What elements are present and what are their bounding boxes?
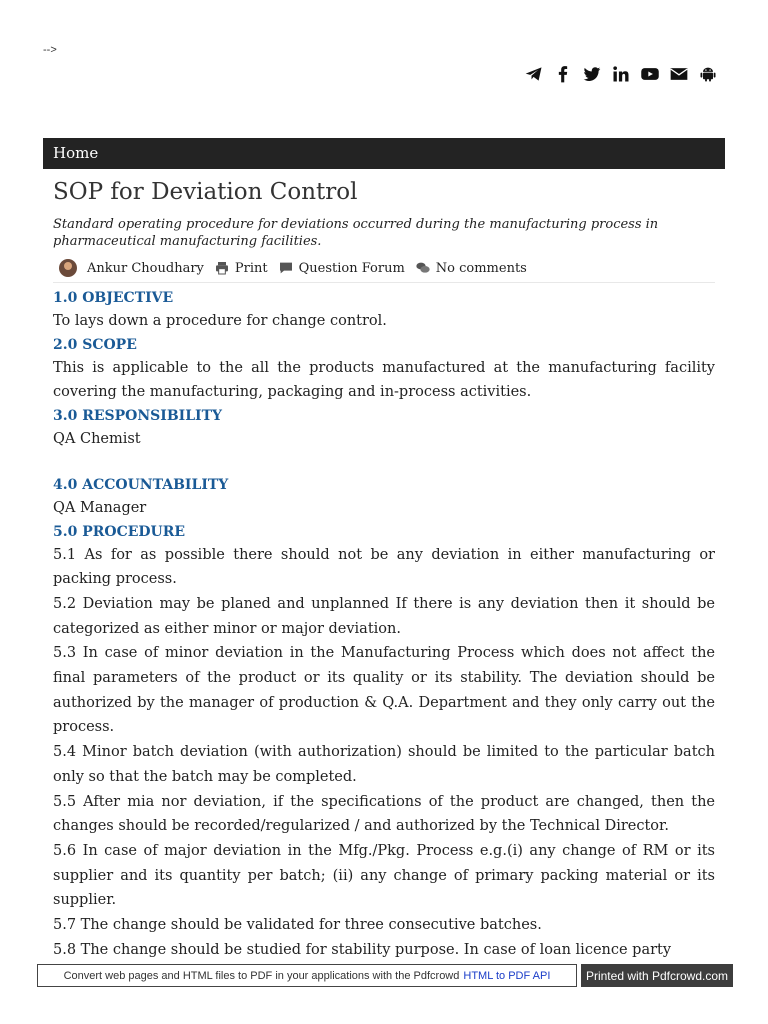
footer-promo-text: Convert web pages and HTML files to PDF in your applications with the Pdfcrowd: [63, 969, 460, 982]
facebook-icon[interactable]: [553, 64, 573, 84]
section-text-responsibility: QA Chemist: [53, 431, 141, 448]
author-name: Ankur Choudhary: [87, 260, 204, 276]
question-forum-link[interactable]: [278, 260, 405, 276]
youtube-icon[interactable]: [640, 64, 660, 84]
twitter-icon[interactable]: [582, 64, 602, 84]
procedure-step-5-7: 5.7 The change should be validated for three consecutive batches.: [53, 917, 542, 934]
section-heading-objective: 1.0 OBJECTIVE: [53, 290, 174, 306]
comment-icon: [278, 260, 294, 276]
footer-api-link[interactable]: HTML to PDF API: [463, 969, 551, 982]
printer-icon: [214, 260, 230, 276]
print-label: Print: [234, 260, 268, 276]
section-text-accountability: QA Manager: [53, 499, 147, 516]
procedure-step-5-2: 5.2 Deviation may be planed and unplanned If there is any deviation then it should be categorized as either minor or major deviation.: [53, 595, 715, 637]
article: [53, 176, 715, 962]
footer-printed-with[interactable]: Printed with Pdfcrowd.com: [581, 964, 733, 987]
page-title: SOP for Deviation Control: [53, 179, 358, 205]
comments-link[interactable]: [415, 260, 527, 276]
comments-icon: [415, 260, 431, 276]
section-heading-responsibility: 3.0 RESPONSIBILITY: [53, 408, 223, 425]
nav-home-link[interactable]: Home: [53, 144, 99, 162]
telegram-icon[interactable]: [524, 64, 544, 84]
article-subtitle: Standard operating procedure for deviations occurred during the manufacturing process in pharmaceutical manufacturing facilities.: [53, 217, 659, 249]
print-button[interactable]: [214, 260, 268, 276]
author-link[interactable]: [87, 261, 204, 276]
avatar: [59, 259, 77, 277]
section-text-scope: This is applicable to the all the products manufactured at the manufacturing facility covering the manufacturing, packaging and in-process activities.: [53, 359, 715, 401]
article-meta: [53, 256, 715, 283]
section-heading-procedure: 5.0 PROCEDURE: [53, 523, 186, 540]
section-heading-accountability: 4.0 ACCOUNTABILITY: [53, 476, 229, 493]
email-icon[interactable]: [669, 64, 689, 84]
procedure-step-5-5: 5.5 After mia nor deviation, if the specifications of the product are changed, then the changes should be recorded/regularized / and authorized by the Technical Director.: [53, 793, 715, 835]
pdfcrowd-footer: [37, 964, 733, 987]
procedure-step-5-4: 5.4 Minor batch deviation (with authorization) should be limited to the particular batch only so that the batch may be completed.: [53, 744, 715, 785]
linkedin-icon[interactable]: [611, 64, 631, 84]
android-icon[interactable]: [698, 64, 718, 84]
footer-promo: [37, 964, 577, 987]
procedure-step-5-8: 5.8 The change should be studied for stability purpose. In case of loan licence party: [53, 941, 672, 958]
question-forum-label: Question Forum: [298, 260, 405, 276]
procedure-step-5-6: 5.6 In case of major deviation in the Mfg./Pkg. Process e.g.(i) any change of RM or its supplier and its quantity per batch; (ii) any change of primary packing material or its supplier.: [53, 842, 715, 909]
social-links: [524, 64, 718, 84]
section-text-objective: To lays down a procedure for change control.: [53, 313, 387, 329]
procedure-step-5-3: 5.3 In case of minor deviation in the Manufacturing Process which does not affect the final parameters of the product or its quality or its stability. The deviation should be authorized by the manager of production & Q.A. Department and they only carry out the process.: [53, 645, 715, 736]
procedure-step-5-1: 5.1 As for as possible there should not be any deviation in either manufacturing or packing process.: [53, 546, 715, 588]
stray-comment-text: -->: [43, 44, 57, 56]
comments-label: No comments: [435, 260, 527, 276]
section-heading-scope: 2.0 SCOPE: [53, 336, 137, 353]
navbar: [43, 138, 725, 169]
